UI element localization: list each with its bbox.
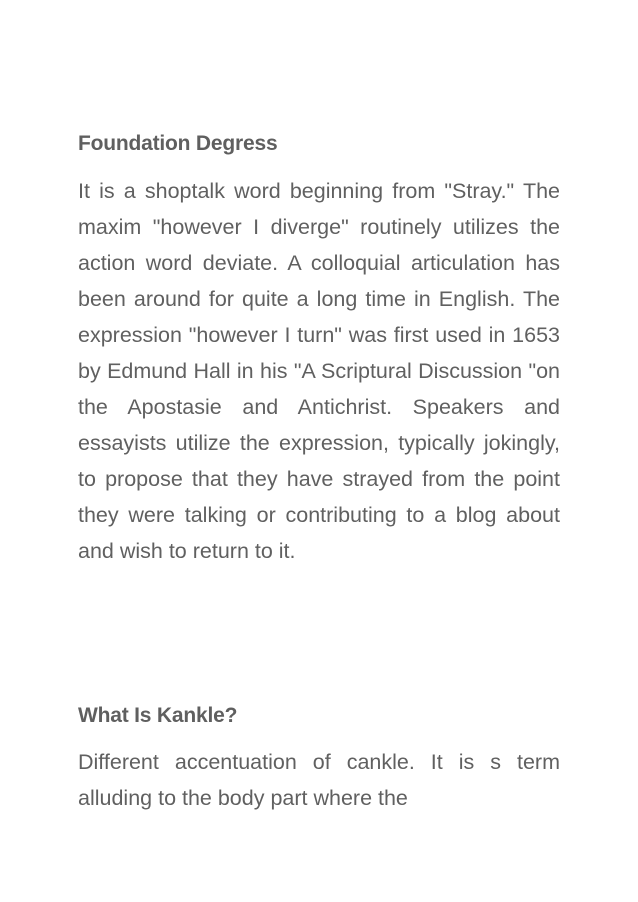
section-heading-what-is-kankle: What Is Kankle?: [78, 704, 238, 727]
section-paragraph: It is a shoptalk word beginning from "Stray." The maxim "however I diverge" routinely utilizes the action word deviate. A colloquial articulation has been around for quite a long time in English. The expression "however I turn" was first used in 1653 by Edmund Hall in his "A Scriptural Discussion "on the Apostasie and Antichrist. Speakers and essayists utilize the expression, typically jokingly, to propose that they have strayed from the point they were talking or contributing to a blog about and wish to return to it.: [78, 179, 560, 563]
section-heading-foundation-degress: Foundation Degress: [78, 132, 278, 155]
section-paragraph: Different accentuation of cankle. It is s term alluding to the body part where the: [78, 750, 560, 810]
